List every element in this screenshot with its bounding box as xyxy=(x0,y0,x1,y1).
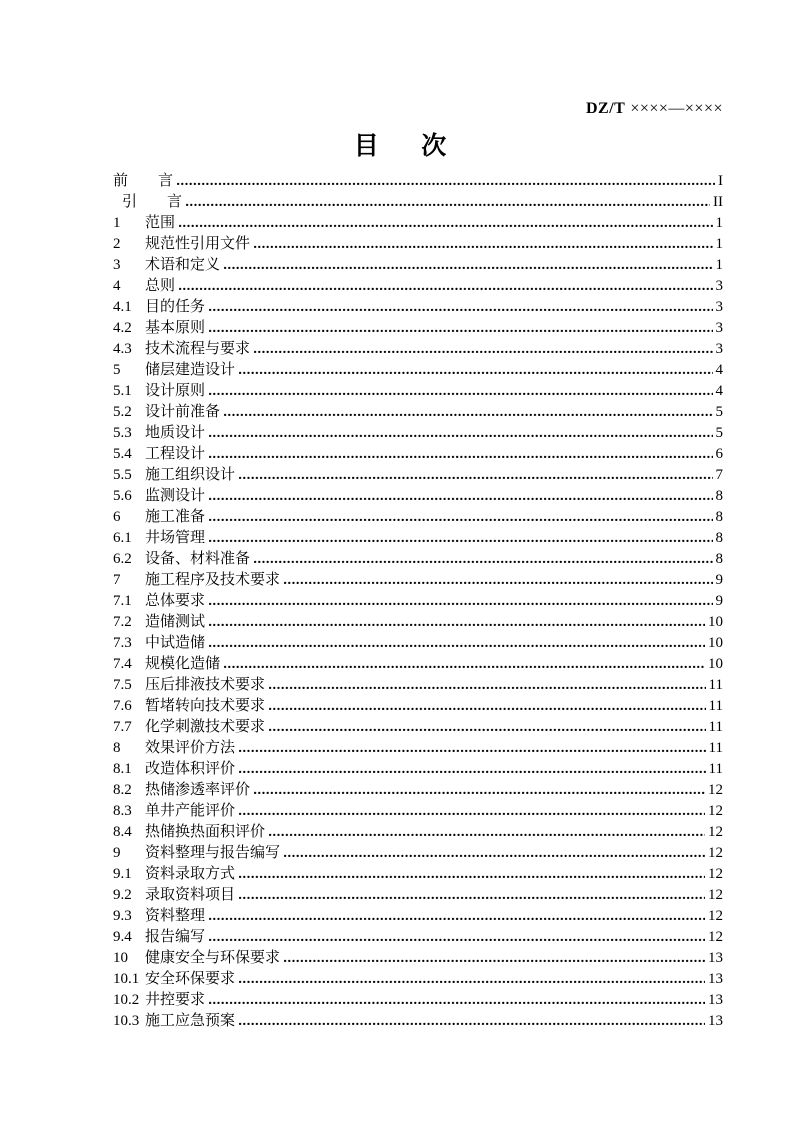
toc-entry-number: 7.5 xyxy=(113,677,132,693)
toc-entry-title: 引 言 xyxy=(122,194,183,210)
toc-entry xyxy=(113,570,723,591)
dot-leader xyxy=(177,181,715,185)
dot-leader xyxy=(239,475,712,479)
toc-entry-page: 13 xyxy=(708,992,723,1008)
toc-entry-page: 4 xyxy=(715,383,723,399)
toc-entry-page: 3 xyxy=(715,320,723,336)
toc-entry-number: 8.3 xyxy=(113,803,132,819)
dot-leader xyxy=(239,370,712,374)
toc-entry xyxy=(113,948,723,969)
dot-leader xyxy=(224,265,712,269)
toc-entry-page: 12 xyxy=(708,845,723,861)
toc-entry-title: 健康安全与环保要求 xyxy=(145,950,281,966)
toc-entry-title: 井场管理 xyxy=(145,530,206,546)
toc-entry-page: 4 xyxy=(715,362,723,378)
toc-entry-title: 目的任务 xyxy=(145,299,206,315)
dot-leader xyxy=(254,244,712,248)
dot-leader xyxy=(209,454,712,458)
toc-entry-number: 9.4 xyxy=(113,929,132,945)
dot-leader xyxy=(254,349,712,353)
toc-entry-number: 4.1 xyxy=(113,299,132,315)
toc-entry xyxy=(113,213,723,234)
toc-entry-number: 7.1 xyxy=(113,593,132,609)
toc-entry-page: 13 xyxy=(708,971,723,987)
toc-entry-page: 12 xyxy=(708,782,723,798)
toc-entry xyxy=(113,927,723,948)
dot-leader xyxy=(179,286,712,290)
toc-entry-page: 9 xyxy=(715,593,723,609)
toc-entry-page: 1 xyxy=(715,215,723,231)
toc-entry xyxy=(113,549,723,570)
toc-entry-title: 单井产能评价 xyxy=(145,803,236,819)
dot-leader xyxy=(269,727,706,731)
toc-entry-page: 12 xyxy=(708,908,723,924)
toc-entry xyxy=(113,486,723,507)
toc-entry xyxy=(113,171,723,192)
dot-leader xyxy=(209,937,705,941)
toc-entry-title: 储层建造设计 xyxy=(145,362,236,378)
toc-entry xyxy=(113,528,723,549)
dot-leader xyxy=(254,790,705,794)
toc-entry-number: 6 xyxy=(113,509,121,525)
toc-entry xyxy=(113,738,723,759)
toc-entry-page: 5 xyxy=(715,425,723,441)
toc-entry xyxy=(113,885,723,906)
toc-entry xyxy=(113,507,723,528)
toc-entry-title: 总则 xyxy=(145,278,176,294)
toc-entry-number: 8.2 xyxy=(113,782,132,798)
toc-entry-page: 13 xyxy=(708,950,723,966)
dot-leader xyxy=(239,1021,705,1025)
toc-entry-title: 造储测试 xyxy=(145,614,206,630)
toc-entry-number: 5.3 xyxy=(113,425,132,441)
standard-code-prefix: DZ/T xyxy=(585,100,626,117)
dot-leader xyxy=(186,202,710,206)
toc-entry xyxy=(113,444,723,465)
toc-entry-title: 范围 xyxy=(145,215,176,231)
dot-leader xyxy=(209,496,712,500)
toc-entry-page: 11 xyxy=(708,761,723,777)
toc-entry-page: 8 xyxy=(715,551,723,567)
toc-entry-title: 监测设计 xyxy=(145,488,206,504)
toc-entry-page: 8 xyxy=(715,488,723,504)
dot-leader xyxy=(284,958,705,962)
toc-entry-title: 井控要求 xyxy=(145,992,206,1008)
toc-entry-page: 12 xyxy=(708,929,723,945)
toc-entry-page: 10 xyxy=(708,635,723,651)
toc-entry xyxy=(113,801,723,822)
toc-entry-page: I xyxy=(718,173,723,189)
toc-entry-title: 中试造储 xyxy=(145,635,206,651)
toc-entry xyxy=(113,759,723,780)
toc-entry-number: 5.1 xyxy=(113,383,132,399)
toc-entry-page: 11 xyxy=(708,719,723,735)
dot-leader xyxy=(269,706,706,710)
toc-entry-title: 资料整理与报告编写 xyxy=(145,845,281,861)
toc-entry xyxy=(113,843,723,864)
dot-leader xyxy=(209,622,705,626)
toc-entry xyxy=(113,234,723,255)
toc-entry xyxy=(113,339,723,360)
toc-entry xyxy=(113,969,723,990)
toc-entry xyxy=(113,297,723,318)
toc-entry-title: 热储换热面积评价 xyxy=(145,824,266,840)
toc-entry-title: 工程设计 xyxy=(145,446,206,462)
toc-entry-number: 7.4 xyxy=(113,656,132,672)
toc-entry xyxy=(113,780,723,801)
toc-entry-page: 3 xyxy=(715,278,723,294)
toc-entry-title: 报告编写 xyxy=(145,929,206,945)
toc-entry xyxy=(113,675,723,696)
toc-entry-number: 10.2 xyxy=(113,992,140,1008)
dot-leader xyxy=(209,328,712,332)
toc-entry xyxy=(113,906,723,927)
toc-entry-number: 9.3 xyxy=(113,908,132,924)
toc-entry-number: 2 xyxy=(113,236,121,252)
toc-entry-title: 化学刺激技术要求 xyxy=(145,719,266,735)
toc-entry xyxy=(113,381,723,402)
toc-entry-title: 安全环保要求 xyxy=(145,971,236,987)
toc-entry xyxy=(113,696,723,717)
toc-entry-number: 7.2 xyxy=(113,614,132,630)
dot-leader xyxy=(284,580,712,584)
toc-entry-title: 总体要求 xyxy=(145,593,206,609)
toc-entry-page: 3 xyxy=(715,299,723,315)
toc-entry-number: 9.2 xyxy=(113,887,132,903)
toc-entry-title: 技术流程与要求 xyxy=(145,341,251,357)
toc-entry-page: 10 xyxy=(708,614,723,630)
dot-leader xyxy=(209,307,712,311)
toc-entry-title: 术语和定义 xyxy=(145,257,221,273)
dot-leader xyxy=(239,748,706,752)
toc-entry-number: 5 xyxy=(113,362,121,378)
dot-leader xyxy=(269,685,706,689)
toc-entry xyxy=(113,318,723,339)
toc-entry-number: 8.4 xyxy=(113,824,132,840)
toc-entry-page: 12 xyxy=(708,866,723,882)
toc-entry-page: 8 xyxy=(715,530,723,546)
toc-entry-number: 5.2 xyxy=(113,404,132,420)
toc-entry-title: 热储渗透率评价 xyxy=(145,782,251,798)
dot-leader xyxy=(224,664,705,668)
toc-entry xyxy=(113,633,723,654)
toc-entry-page: 11 xyxy=(708,677,723,693)
toc-entry-title: 设计前准备 xyxy=(145,404,221,420)
toc-entry-page: 11 xyxy=(708,698,723,714)
toc-entry-title: 规模化造储 xyxy=(145,656,221,672)
toc-entry-number: 3 xyxy=(113,257,121,273)
toc-entry-title: 压后排液技术要求 xyxy=(145,677,266,693)
standard-code xyxy=(586,100,723,118)
toc-entry xyxy=(113,990,723,1011)
toc-entry-number: 7.3 xyxy=(113,635,132,651)
toc-entry-number: 10.3 xyxy=(113,1013,140,1029)
toc-entry-page: 3 xyxy=(715,341,723,357)
toc-entry-number: 5.4 xyxy=(113,446,132,462)
toc-entry-number: 6.2 xyxy=(113,551,132,567)
dot-leader xyxy=(209,538,712,542)
toc-entry xyxy=(113,255,723,276)
toc-entry-title: 基本原则 xyxy=(145,320,206,336)
dot-leader xyxy=(254,559,712,563)
dot-leader xyxy=(239,895,705,899)
toc-entry-title: 规范性引用文件 xyxy=(145,236,251,252)
dot-leader xyxy=(209,391,712,395)
dot-leader xyxy=(209,601,712,605)
toc-entry-title: 施工准备 xyxy=(145,509,206,525)
toc-entry xyxy=(113,276,723,297)
toc-entry xyxy=(113,402,723,423)
page-title: 目 次 xyxy=(353,133,455,160)
dot-leader xyxy=(269,832,705,836)
toc-entry-title: 录取资料项目 xyxy=(145,887,236,903)
toc-entry-title: 暂堵转向技术要求 xyxy=(145,698,266,714)
dot-leader xyxy=(239,874,705,878)
toc-entry-number: 8 xyxy=(113,740,121,756)
toc-entry-title: 效果评价方法 xyxy=(145,740,236,756)
dot-leader xyxy=(179,223,712,227)
toc-entry-title: 设备、材料准备 xyxy=(145,551,251,567)
toc-entry-page: 13 xyxy=(708,1013,723,1029)
toc-entry-number: 7.6 xyxy=(113,698,132,714)
toc-entry-page: 6 xyxy=(715,446,723,462)
toc-entry xyxy=(113,192,723,213)
toc-entry xyxy=(113,822,723,843)
toc-entry xyxy=(113,591,723,612)
toc-entry-page: 1 xyxy=(715,257,723,273)
toc-entry-number: 6.1 xyxy=(113,530,132,546)
toc-entry-number: 7 xyxy=(113,572,121,588)
toc-entry-title: 资料整理 xyxy=(145,908,206,924)
dot-leader xyxy=(209,433,712,437)
table-of-contents xyxy=(113,171,723,1032)
toc-entry xyxy=(113,612,723,633)
dot-leader xyxy=(239,811,705,815)
toc-entry-page: 12 xyxy=(708,803,723,819)
toc-entry xyxy=(113,654,723,675)
toc-entry xyxy=(113,465,723,486)
toc-entry-number: 10.1 xyxy=(113,971,140,987)
toc-entry-title: 地质设计 xyxy=(145,425,206,441)
dot-leader xyxy=(239,979,705,983)
dot-leader xyxy=(209,517,712,521)
toc-entry-title: 施工程序及技术要求 xyxy=(145,572,281,588)
toc-entry-number: 8.1 xyxy=(113,761,132,777)
toc-entry xyxy=(113,717,723,738)
toc-entry-number: 4 xyxy=(113,278,121,294)
dot-leader xyxy=(209,916,705,920)
toc-entry-page: 12 xyxy=(708,887,723,903)
toc-entry-page: 5 xyxy=(715,404,723,420)
toc-entry-page: 7 xyxy=(715,467,723,483)
dot-leader xyxy=(239,769,706,773)
toc-entry-number: 1 xyxy=(113,215,121,231)
toc-entry-page: 1 xyxy=(715,236,723,252)
toc-entry-number: 5.6 xyxy=(113,488,132,504)
standard-code-suffix: ××××—×××× xyxy=(630,100,723,117)
toc-entry-number: 7.7 xyxy=(113,719,132,735)
toc-entry-title: 施工组织设计 xyxy=(145,467,236,483)
toc-entry-title: 前 言 xyxy=(113,173,174,189)
toc-entry-number: 4.3 xyxy=(113,341,132,357)
dot-leader xyxy=(209,643,705,647)
toc-entry-title: 资料录取方式 xyxy=(145,866,236,882)
toc-entry-number: 4.2 xyxy=(113,320,132,336)
toc-entry-page: 12 xyxy=(708,824,723,840)
dot-leader xyxy=(209,1000,705,1004)
toc-entry-page: II xyxy=(713,194,723,210)
toc-entry-number: 9 xyxy=(113,845,121,861)
toc-entry-title: 施工应急预案 xyxy=(145,1013,236,1029)
toc-entry xyxy=(113,1011,723,1032)
toc-entry-title: 设计原则 xyxy=(145,383,206,399)
toc-entry xyxy=(113,864,723,885)
toc-entry xyxy=(113,360,723,381)
dot-leader xyxy=(284,853,705,857)
toc-entry-page: 8 xyxy=(715,509,723,525)
toc-entry-page: 11 xyxy=(708,740,723,756)
toc-entry-page: 10 xyxy=(708,656,723,672)
toc-entry-title: 改造体积评价 xyxy=(145,761,236,777)
toc-entry-number: 9.1 xyxy=(113,866,132,882)
toc-entry-number: 10 xyxy=(113,950,128,966)
toc-entry xyxy=(113,423,723,444)
toc-entry-number: 5.5 xyxy=(113,467,132,483)
dot-leader xyxy=(224,412,712,416)
toc-entry-page: 9 xyxy=(715,572,723,588)
